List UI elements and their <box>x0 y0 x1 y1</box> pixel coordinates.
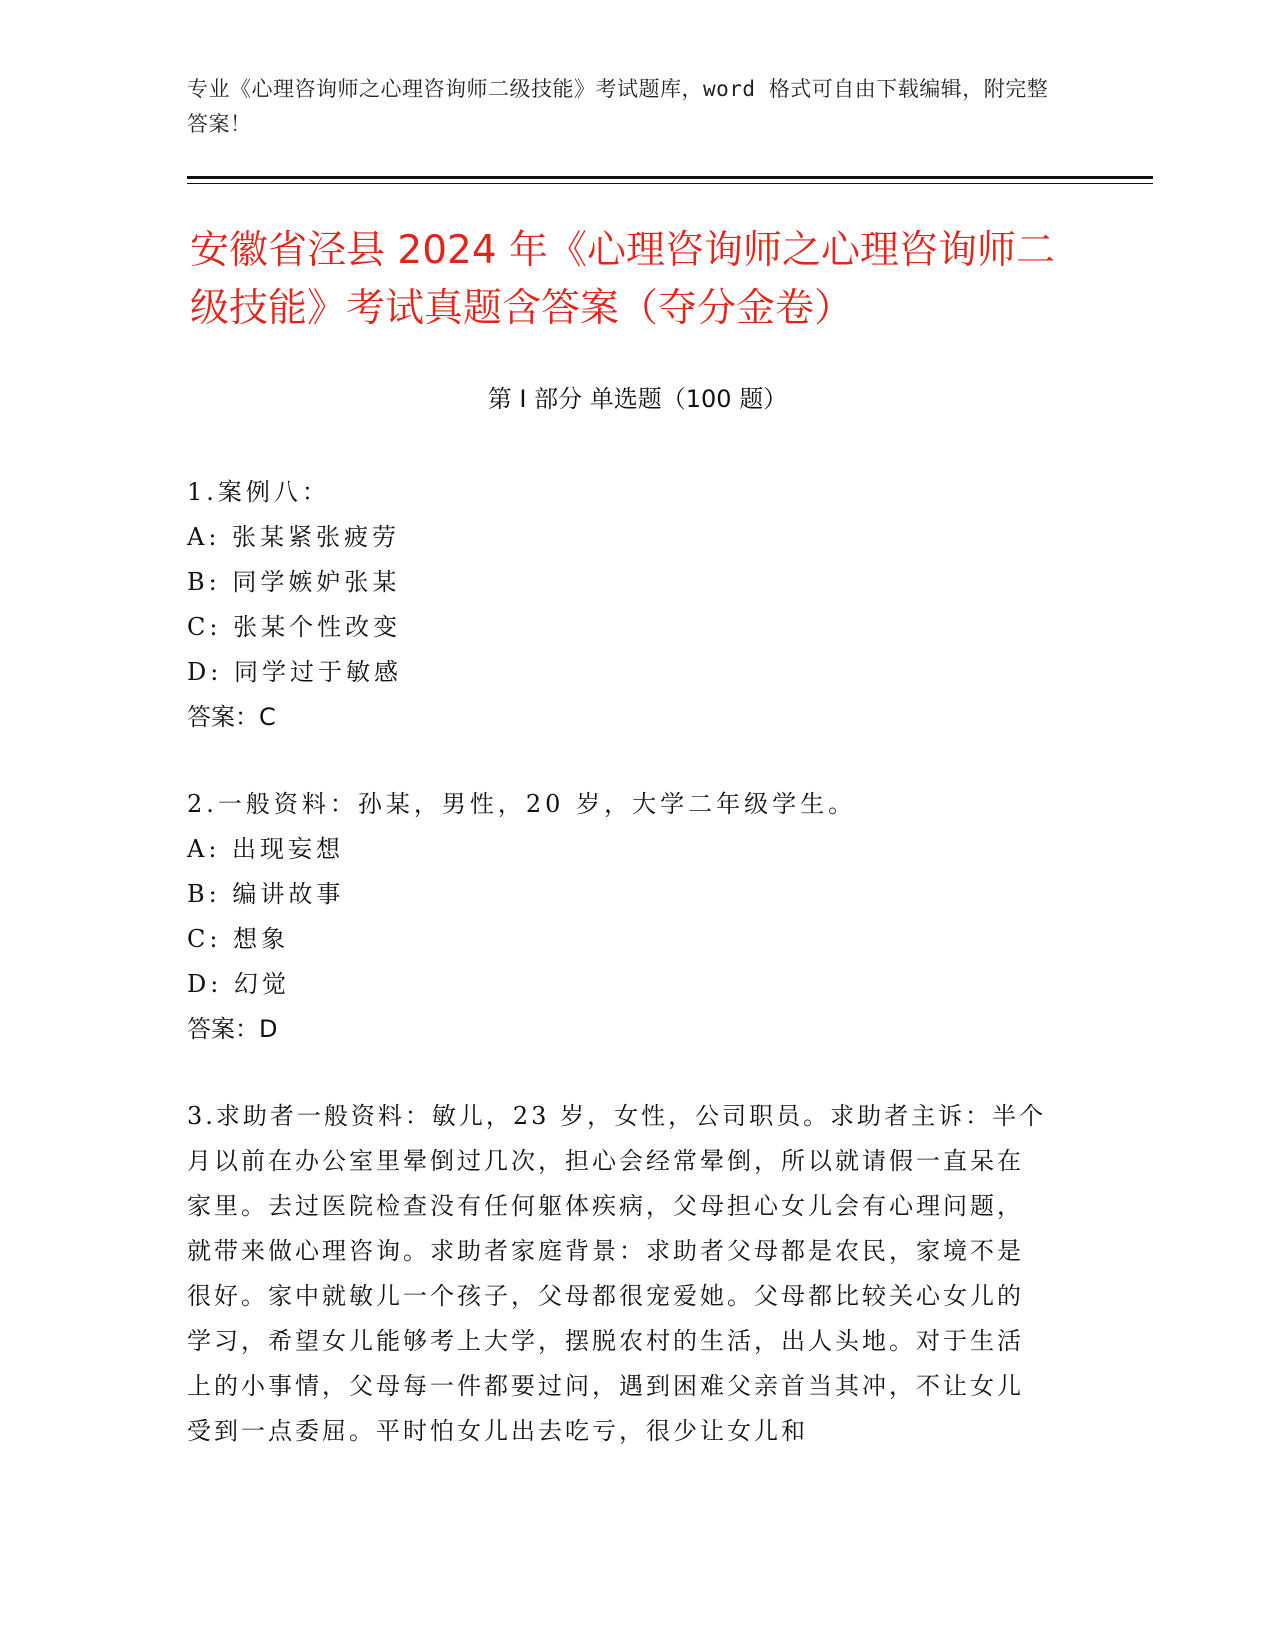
answer-line: 答案：C <box>187 703 276 731</box>
header-rule-thin <box>187 183 1153 184</box>
option-d: D: 幻觉 <box>187 970 290 998</box>
question-2 <box>187 782 1067 1052</box>
option-c: C: 想象 <box>187 925 290 953</box>
question-stem: 3.求助者一般资料：敏儿，23 岁，女性，公司职员。求助者主诉：半个月以前在办公室里晕倒过几次，担心会经常晕倒，所以就请假一直呆在家里。去过医院检查没有任何躯体疾病，父母担心女儿会有心理问题，就带来做心理咨询。求助者家庭背景：求助者父母都是农民，家境不是很好。家中就敏儿一个孩子，父母都很宠爱她。父母都比较关心女儿的学习，希望女儿能够考上大学，摆脱农村的生活，出人头地。对于生活上的小事情，父母每一件都要过问，遇到困难父亲首当其冲，不让女儿受到一点委屈。平时怕女儿出去吃亏，很少让女儿和 <box>187 1102 1047 1445</box>
option-a: A: 张某紧张疲劳 <box>187 523 401 551</box>
document-title: 安徽省泾县 2024 年《心理咨询师之心理咨询师二级技能》考试真题含答案（夺分金卷） <box>190 228 1056 331</box>
answer-line: 答案：D <box>187 1015 278 1043</box>
question-3 <box>187 1094 1067 1454</box>
option-a: A: 出现妄想 <box>187 835 345 863</box>
question-1 <box>187 470 1067 740</box>
header-rule-thick <box>187 176 1153 179</box>
option-d: D: 同学过于敏感 <box>187 658 402 686</box>
question-stem: 2.一般资料：孙某，男性，20 岁，大学二年级学生。 <box>187 790 857 818</box>
question-stem: 1.案例八： <box>187 478 330 506</box>
header-note: 专业《心理咨询师之心理咨询师二级技能》考试题库，word 格式可自由下载编辑，附完整答案！ <box>187 77 1049 136</box>
question-list <box>187 470 1067 1496</box>
option-b: B: 编讲故事 <box>187 880 345 908</box>
section-heading: 第 I 部分 单选题（100 题） <box>487 385 788 413</box>
option-c: C: 张某个性改变 <box>187 613 402 641</box>
option-b: B: 同学嫉妒张某 <box>187 568 401 596</box>
